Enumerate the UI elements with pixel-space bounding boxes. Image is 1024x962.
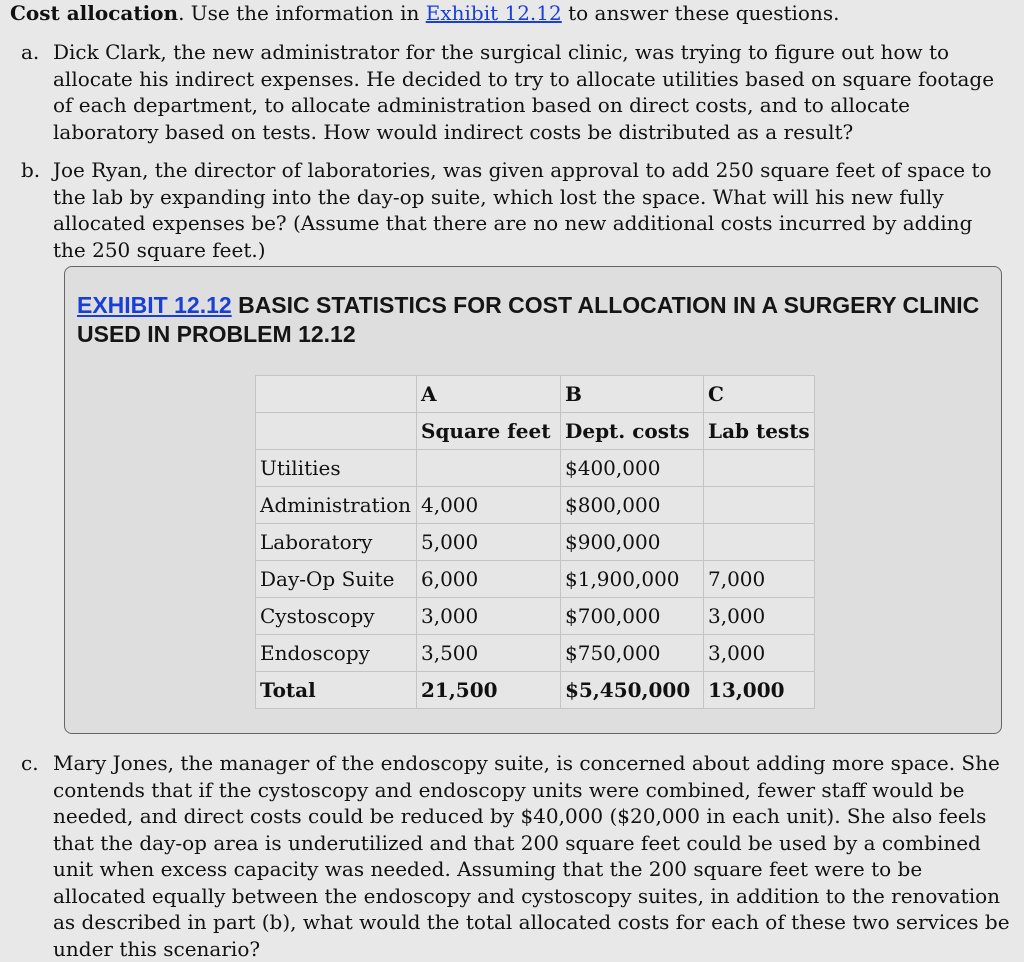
table-row [256, 524, 815, 561]
exhibit-title-text: BASIC STATISTICS FOR COST ALLOCATION IN A SURGERY CLINIC USED IN PROBLEM 12.12 [77, 292, 980, 347]
table-row [256, 598, 815, 635]
dept-cell: Cystoscopy [256, 598, 417, 635]
sqft-cell: 5,000 [417, 524, 561, 561]
table-header-cell: B [561, 376, 704, 413]
exhibit-title [77, 291, 997, 349]
total-tests-cell: 13,000 [704, 672, 815, 709]
question-b-mark: b. [21, 158, 41, 182]
dept-cell: Laboratory [256, 524, 417, 561]
table-row [256, 450, 815, 487]
intro-line [10, 0, 1015, 27]
sqft-cell: 3,500 [417, 635, 561, 672]
total-costs-cell: $5,450,000 [561, 672, 704, 709]
table-row [256, 635, 815, 672]
table-header-cell: Dept. costs [561, 413, 704, 450]
sqft-cell: 3,000 [417, 598, 561, 635]
question-c-text: Mary Jones, the manager of the endoscopy suite, is concerned about adding more space. She contends that if the cystoscopy and endoscopy units were combined, fewer staff would be needed, and direct costs could be reduced by $40,000 ($20,000 in each unit). She also feels that the day-op area is underutilized and that 200 square feet could be used by a combined unit when excess capacity was needed. Assuming that the 200 square feet were to be allocated equally between the endoscopy and cystoscopy suites, in addition to the renovation as described in part (b), what would the total allocated costs for each of these two services be under this scenario? [53, 751, 1010, 961]
table-header-cell: A [417, 376, 561, 413]
question-a [21, 39, 1011, 145]
total-sqft-cell: 21,500 [417, 672, 561, 709]
cost-allocation-table [255, 375, 815, 709]
table-row [256, 561, 815, 598]
costs-cell: $800,000 [561, 487, 704, 524]
question-a-mark: a. [21, 40, 40, 64]
table-header-cell [256, 376, 417, 413]
question-b-text: Joe Ryan, the director of laboratories, was given approval to add 250 square feet of space to the lab by expanding into the day-op suite, which lost the space. What will his new fully allocated expenses be? (Assume that there are no new additional costs incurred by adding the 250 square feet.) [53, 158, 992, 262]
exhibit-link[interactable]: Exhibit 12.12 [425, 1, 562, 25]
intro-post-link: to answer these questions. [561, 1, 840, 25]
tests-cell [704, 450, 815, 487]
dept-cell: Administration [256, 487, 417, 524]
table-header-cell: C [704, 376, 815, 413]
costs-cell: $400,000 [561, 450, 704, 487]
sqft-cell: 6,000 [417, 561, 561, 598]
costs-cell: $1,900,000 [561, 561, 704, 598]
tests-cell: 7,000 [704, 561, 815, 598]
costs-cell: $700,000 [561, 598, 704, 635]
dept-cell: Endoscopy [256, 635, 417, 672]
tests-cell [704, 524, 815, 561]
question-c-mark: c. [21, 751, 39, 775]
question-a-text: Dick Clark, the new administrator for the surgical clinic, was trying to figure out how to allocate his indirect expenses. He decided to try to allocate utilities based on square footage of each department, to allocate administration based on direct costs, and to allocate laboratory based on tests. How would indirect costs be distributed as a result? [53, 40, 995, 144]
table-letter-row [256, 376, 815, 413]
sqft-cell [417, 450, 561, 487]
costs-cell: $750,000 [561, 635, 704, 672]
table-header-row [256, 413, 815, 450]
total-label-cell: Total [256, 672, 417, 709]
intro-lead: Cost allocation [10, 1, 179, 25]
costs-cell: $900,000 [561, 524, 704, 561]
exhibit-box [64, 266, 1002, 734]
tests-cell: 3,000 [704, 598, 815, 635]
question-c [21, 750, 1011, 962]
tests-cell [704, 487, 815, 524]
dept-cell: Day-Op Suite [256, 561, 417, 598]
exhibit-number-link[interactable]: EXHIBIT 12.12 [77, 292, 232, 318]
tests-cell: 3,000 [704, 635, 815, 672]
sqft-cell: 4,000 [417, 487, 561, 524]
dept-cell: Utilities [256, 450, 417, 487]
table-header-cell [256, 413, 417, 450]
table-row [256, 487, 815, 524]
intro-pre-link: . Use the information in [178, 1, 426, 25]
table-total-row [256, 672, 815, 709]
table-header-cell: Lab tests [704, 413, 815, 450]
question-b [21, 157, 1011, 263]
table-header-cell: Square feet [417, 413, 561, 450]
